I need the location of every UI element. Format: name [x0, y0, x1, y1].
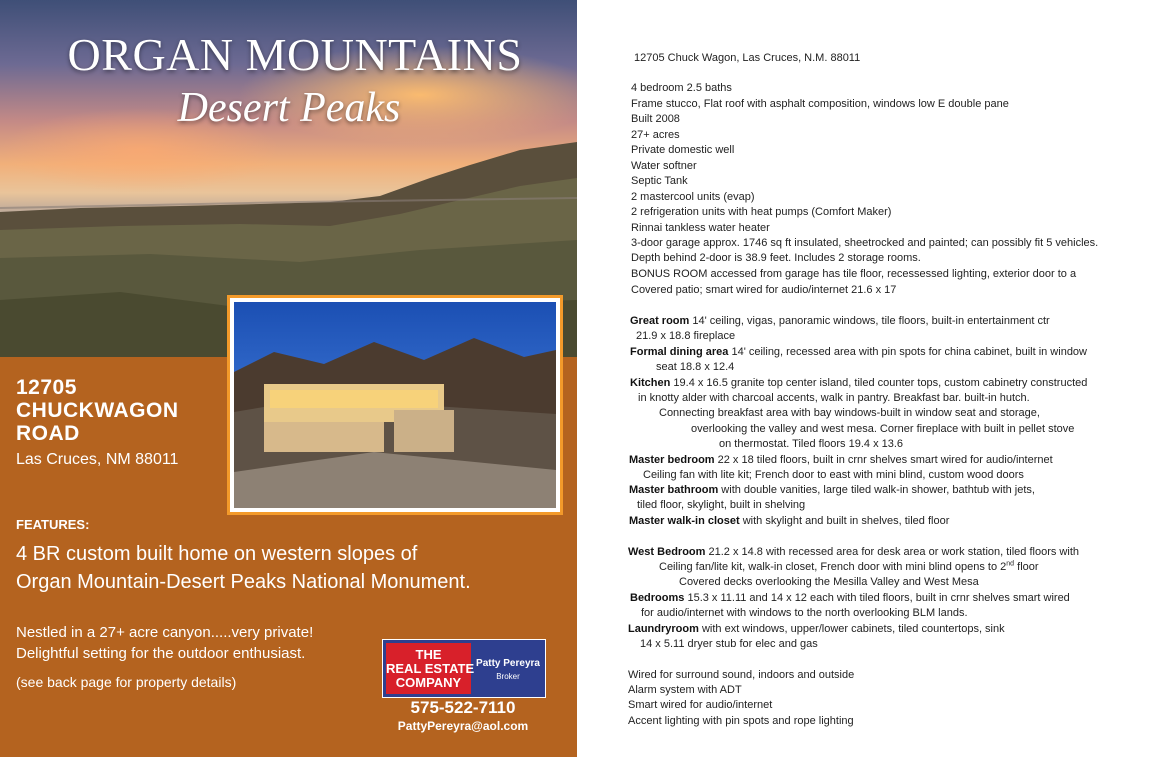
room-detail: 14 x 5.11 dryer stub for elec and gas [640, 638, 818, 650]
address-street: CHUCKWAGON [16, 399, 179, 422]
room-detail: seat 18.8 x 12.4 [656, 361, 735, 373]
room-label: Great room [630, 315, 690, 327]
room-label: Master bedroom [629, 454, 715, 466]
setting-description [16, 622, 313, 664]
room-detail: overlooking the valley and west mesa. Corner fireplace with built in pellet stove [691, 423, 1075, 435]
room-label: West Bedroom [628, 546, 706, 558]
room-text: 19.4 x 16.5 granite top center island, tiled counter tops, custom cabinetry constructed [670, 377, 1088, 389]
detail-item: Septic Tank [631, 175, 688, 187]
room-label: Kitchen [630, 377, 671, 389]
room-detail [659, 560, 1039, 576]
room-master-bedroom [629, 453, 1053, 469]
room-label: Bedrooms [630, 592, 685, 604]
address-street-type: ROAD [16, 422, 80, 445]
room-text: with double vanities, large tiled walk-in shower, bathtub with jets, [718, 484, 1035, 496]
details-header: 12705 Chuck Wagon, Las Cruces, N.M. 88011 [634, 52, 861, 64]
room-label: Master walk-in closet [629, 515, 740, 527]
detail-item: 2 mastercool units (evap) [631, 191, 755, 203]
room-text: 21.2 x 14.8 with recessed area for desk area or work station, tiled floors with [705, 546, 1079, 558]
room-text: 14' ceiling, recessed area with pin spots for china cabinet, built in window [728, 346, 1087, 358]
address-number: 12705 [16, 376, 77, 399]
room-laundry [628, 622, 1005, 638]
detail-item: Covered patio; smart wired for audio/internet 21.6 x 17 [631, 284, 897, 296]
agent-email: PattyPereyra@aol.com [397, 719, 529, 733]
room-west-bedroom [628, 545, 1079, 561]
setting-line: Nestled in a 27+ acre canyon.....very private! [16, 624, 314, 641]
title-organ-mountains: ORGAN MOUNTAINS [67, 29, 523, 80]
room-detail: tiled floor, skylight, built in shelving [637, 499, 806, 511]
room-detail: on thermostat. Tiled floors 19.4 x 13.6 [719, 438, 904, 450]
property-details-panel [628, 0, 1148, 757]
detail-item: 2 refrigeration units with heat pumps (Comfort Maker) [631, 206, 892, 218]
detail-item: Accent lighting with pin spots and rope lighting [628, 715, 854, 727]
room-detail-text: floor [1014, 561, 1039, 573]
detail-item: Rinnai tankless water heater [631, 222, 770, 234]
detail-item: Alarm system with ADT [628, 684, 742, 696]
room-label: Master bathroom [629, 484, 719, 496]
detail-item: Built 2008 [631, 113, 680, 125]
room-master-bathroom [629, 483, 1035, 499]
room-text: with ext windows, upper/lower cabinets, tiled countertops, sink [698, 623, 1005, 635]
room-label: Formal dining area [630, 346, 729, 358]
logo-text: REAL ESTATE [386, 660, 475, 676]
room-great-room [630, 314, 1050, 330]
room-text: 22 x 18 tiled floors, built in crnr shelves smart wired for audio/internet [714, 454, 1053, 466]
room-label: Laundryroom [628, 623, 699, 635]
detail-item: Frame stucco, Flat roof with asphalt composition, windows low E double pane [631, 98, 1009, 110]
house-photo-frame [227, 295, 563, 515]
property-address [16, 376, 179, 445]
detail-item: Private domestic well [631, 144, 735, 156]
room-detail: Connecting breakfast area with bay windows-built in window seat and storage, [659, 407, 1040, 419]
agent-role: Broker [496, 672, 520, 681]
detail-item: 3-door garage approx. 1746 sq ft insulated, sheetrocked and painted; can possibly fit 5 vehicles. [631, 237, 1099, 249]
room-formal-dining [630, 345, 1087, 361]
room-detail: Ceiling fan with lite kit; French door to east with mini blind, custom wood doors [643, 469, 1024, 481]
company-logo-badge [386, 643, 475, 694]
room-text: 15.3 x 11.11 and 14 x 12 each with tiled floors, built in crnr shelves smart wired [684, 592, 1070, 604]
room-detail-text: Ceiling fan/lite kit, walk-in closet, French door with mini blind opens to 2 [659, 561, 1007, 573]
setting-line: Delightful setting for the outdoor enthusiast. [16, 645, 306, 662]
house-photo [234, 302, 556, 508]
room-detail: 21.9 x 18.8 fireplace [636, 330, 736, 342]
detail-item: Depth behind 2-door is 38.9 feet. Includes 2 storage rooms. [631, 252, 921, 264]
house-illustration [234, 302, 556, 508]
back-page-note: (see back page for property details) [16, 674, 237, 690]
room-text: 14' ceiling, vigas, panoramic windows, tile floors, built-in entertainment ctr [689, 315, 1050, 327]
logo-text: THE [415, 646, 442, 662]
room-bedrooms [630, 591, 1070, 607]
detail-item: 4 bedroom 2.5 baths [631, 82, 732, 94]
room-detail: for audio/internet with windows to the north overlooking BLM lands. [641, 607, 968, 619]
real-estate-company-logo [382, 639, 546, 698]
title-desert-peaks: Desert Peaks [177, 85, 401, 131]
room-detail: Covered decks overlooking the Mesilla Valley and West Mesa [679, 576, 979, 588]
features-line: Organ Mountain-Desert Peaks National Monument. [16, 571, 471, 593]
room-detail: in knotty alder with charcoal accents, walk in pantry. Breakfast bar. built-in hutch. [638, 392, 1030, 404]
features-line: 4 BR custom built home on western slopes of [16, 543, 418, 565]
detail-item: Water softner [631, 160, 697, 172]
room-master-closet [629, 514, 949, 530]
detail-item: BONUS ROOM accessed from garage has tile floor, recessessed lighting, exterior door to a [631, 268, 1077, 280]
detail-item: Wired for surround sound, indoors and outside [628, 669, 855, 681]
agent-phone: 575-522-7110 [410, 698, 516, 717]
logo-text: COMPANY [395, 674, 462, 690]
room-text: with skylight and built in shelves, tiled floor [739, 515, 950, 527]
property-city: Las Cruces, NM 88011 [16, 451, 179, 468]
detail-item: 27+ acres [631, 129, 680, 141]
room-kitchen [630, 376, 1087, 392]
agent-name: Patty Pereyra [476, 658, 540, 669]
features-summary [16, 540, 576, 596]
features-heading: FEATURES: [16, 517, 90, 532]
ordinal-suffix: nd [1006, 560, 1015, 568]
detail-item: Smart wired for audio/internet [628, 699, 773, 711]
